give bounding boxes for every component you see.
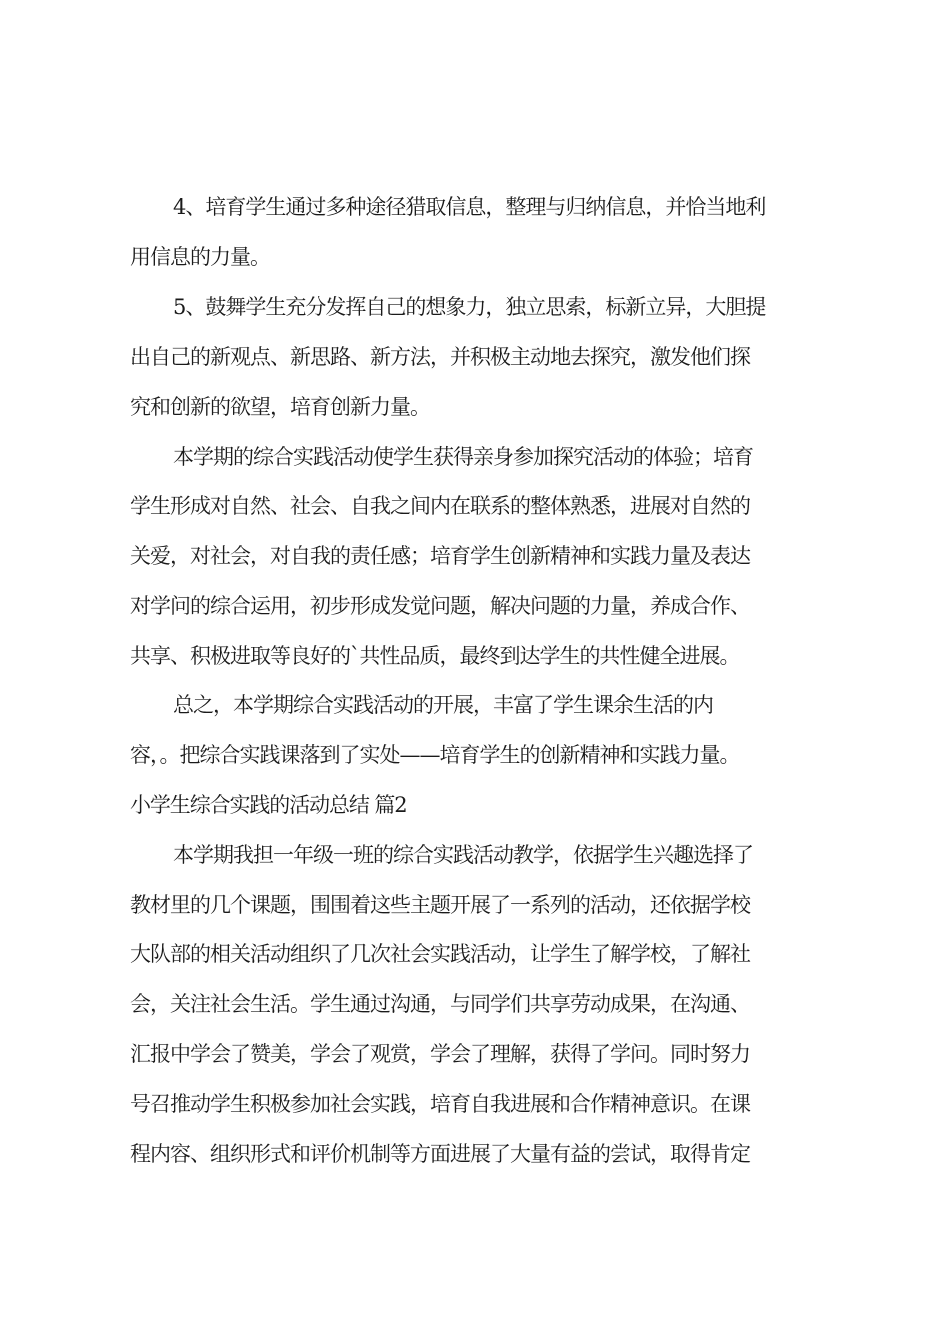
paragraph-line: 共享、积极进取等良好的`共性品质，最终到达学生的共性健全进展。 xyxy=(130,644,740,668)
paragraph-line: 汇报中学会了赞美，学会了观赏，学会了理解，获得了学问。同时努力 xyxy=(130,1042,750,1066)
paragraph-line: 本学期的综合实践活动使学生获得亲身参加探究活动的体验；培育 xyxy=(173,445,753,469)
paragraph-line: 对学问的综合运用，初步形成发觉问题，解决问题的力量，养成合作、 xyxy=(130,594,750,618)
paragraph-line: 总之，本学期综合实践活动的开展，丰富了学生课余生活的内 xyxy=(173,693,713,717)
paragraph-line: 关爱，对社会，对自我的责任感；培育学生创新精神和实践力量及表达 xyxy=(130,544,750,568)
paragraph-line: 究和创新的欲望，培育创新力量。 xyxy=(130,395,430,419)
paragraph-line: 会，关注社会生活。学生通过沟通，与同学们共享劳动成果，在沟通、 xyxy=(130,992,750,1016)
paragraph-line: 4、培育学生通过多种途径猎取信息，整理与归纳信息，并恰当地利 xyxy=(173,195,766,219)
paragraph-line: 教材里的几个课题，围围着这些主题开展了一系列的活动，还依据学校 xyxy=(130,893,750,917)
paragraph-line: 学生形成对自然、社会、自我之间内在联系的整体熟悉，进展对自然的 xyxy=(130,494,750,518)
paragraph-line: 程内容、组织形式和评价机制等方面进展了大量有益的尝试，取得肯定 xyxy=(130,1142,750,1166)
paragraph-line: 大队部的相关活动组织了几次社会实践活动，让学生了解学校，了解社 xyxy=(130,942,750,966)
paragraph-line: 用信息的力量。 xyxy=(130,245,270,269)
paragraph-line: 号召推动学生积极参加社会实践，培育自我进展和合作精神意识。在课 xyxy=(130,1092,750,1116)
paragraph-line: 出自己的新观点、新思路、新方法，并积极主动地去探究，激发他们探 xyxy=(130,345,750,369)
section-heading: 小学生综合实践的活动总结 篇2 xyxy=(130,793,407,817)
paragraph-line: 本学期我担一年级一班的综合实践活动教学，依据学生兴趣选择了 xyxy=(173,843,753,867)
paragraph-line: 5、鼓舞学生充分发挥自己的想象力，独立思索，标新立异，大胆提 xyxy=(173,295,766,319)
paragraph-line: 容，。把综合实践课落到了实处——培育学生的创新精神和实践力量。 xyxy=(130,743,740,767)
